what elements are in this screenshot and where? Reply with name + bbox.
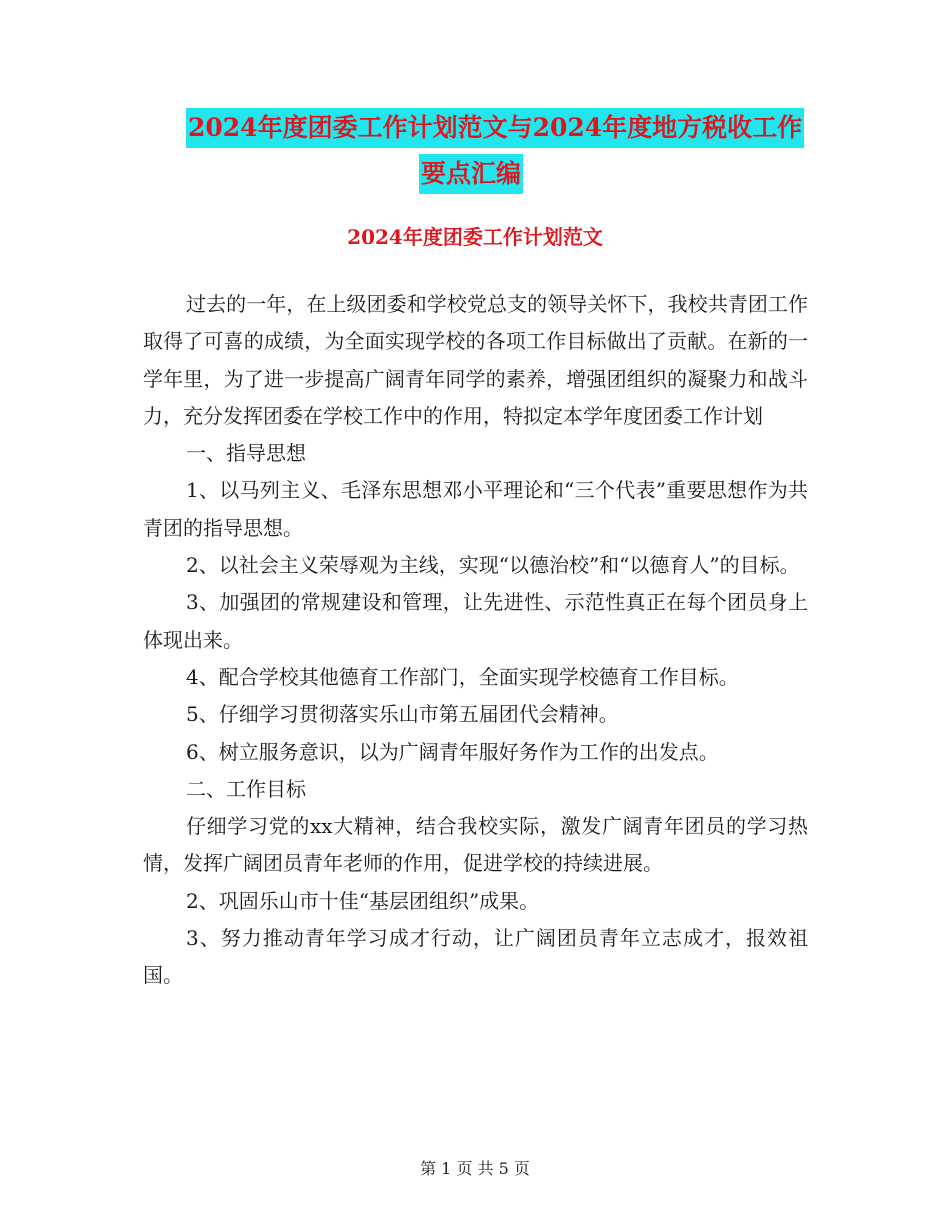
list-item: 1、以马列主义、毛泽东思想邓小平理论和“三个代表”重要思想作为共青团的指导思想。 xyxy=(143,478,808,540)
list-item: 仔细学习党的xx大精神，结合我校实际，激发广阔青年团员的学习热情，发挥广阔团员青年老师的作用，促进学校的持续进展。 xyxy=(143,814,808,876)
list-item: 5、仔细学习贯彻落实乐山市第五届团代会精神。 xyxy=(186,702,619,727)
list-item: 3、加强团的常规建设和管理，让先进性、示范性真正在每个团员身上体现出来。 xyxy=(143,590,808,652)
document-body xyxy=(143,286,808,995)
heading-work-goals: 二、工作目标 xyxy=(186,776,306,801)
section-subtitle: 2024年度团委工作计划范文 xyxy=(347,225,603,249)
paragraph-intro: 过去的一年，在上级团委和学校党总支的领导关怀下，我校共青团工作取得了可喜的成绩，为全面实现学校的各项工作目标做出了贡献。在新的一学年里，为了进一步提高广阔青年同学的素养，增强团组织的凝聚力和战斗力，充分发挥团委在学校工作中的作用，特拟定本学年度团委工作计划 xyxy=(143,292,808,428)
list-item: 6、树立服务意识，以为广阔青年服好务作为工作的出发点。 xyxy=(186,739,719,764)
title-line-2: 要点汇编 xyxy=(419,154,523,194)
list-item: 2、巩固乐山市十佳“基层团组织”成果。 xyxy=(186,888,540,913)
page-footer: 第 1 页 共 5 页 xyxy=(420,1159,530,1178)
list-item: 3、努力推动青年学习成才行动，让广阔团员青年立志成才，报效祖国。 xyxy=(143,926,808,988)
list-item: 2、以社会主义荣辱观为主线，实现“以德治校”和“以德育人”的目标。 xyxy=(186,553,800,578)
title-line-1: 2024年度团委工作计划范文与2024年度地方税收工作 xyxy=(186,108,804,148)
list-item: 4、配合学校其他德育工作部门，全面实现学校德育工作目标。 xyxy=(186,664,739,689)
heading-guiding-thought: 一、指导思想 xyxy=(186,441,306,466)
